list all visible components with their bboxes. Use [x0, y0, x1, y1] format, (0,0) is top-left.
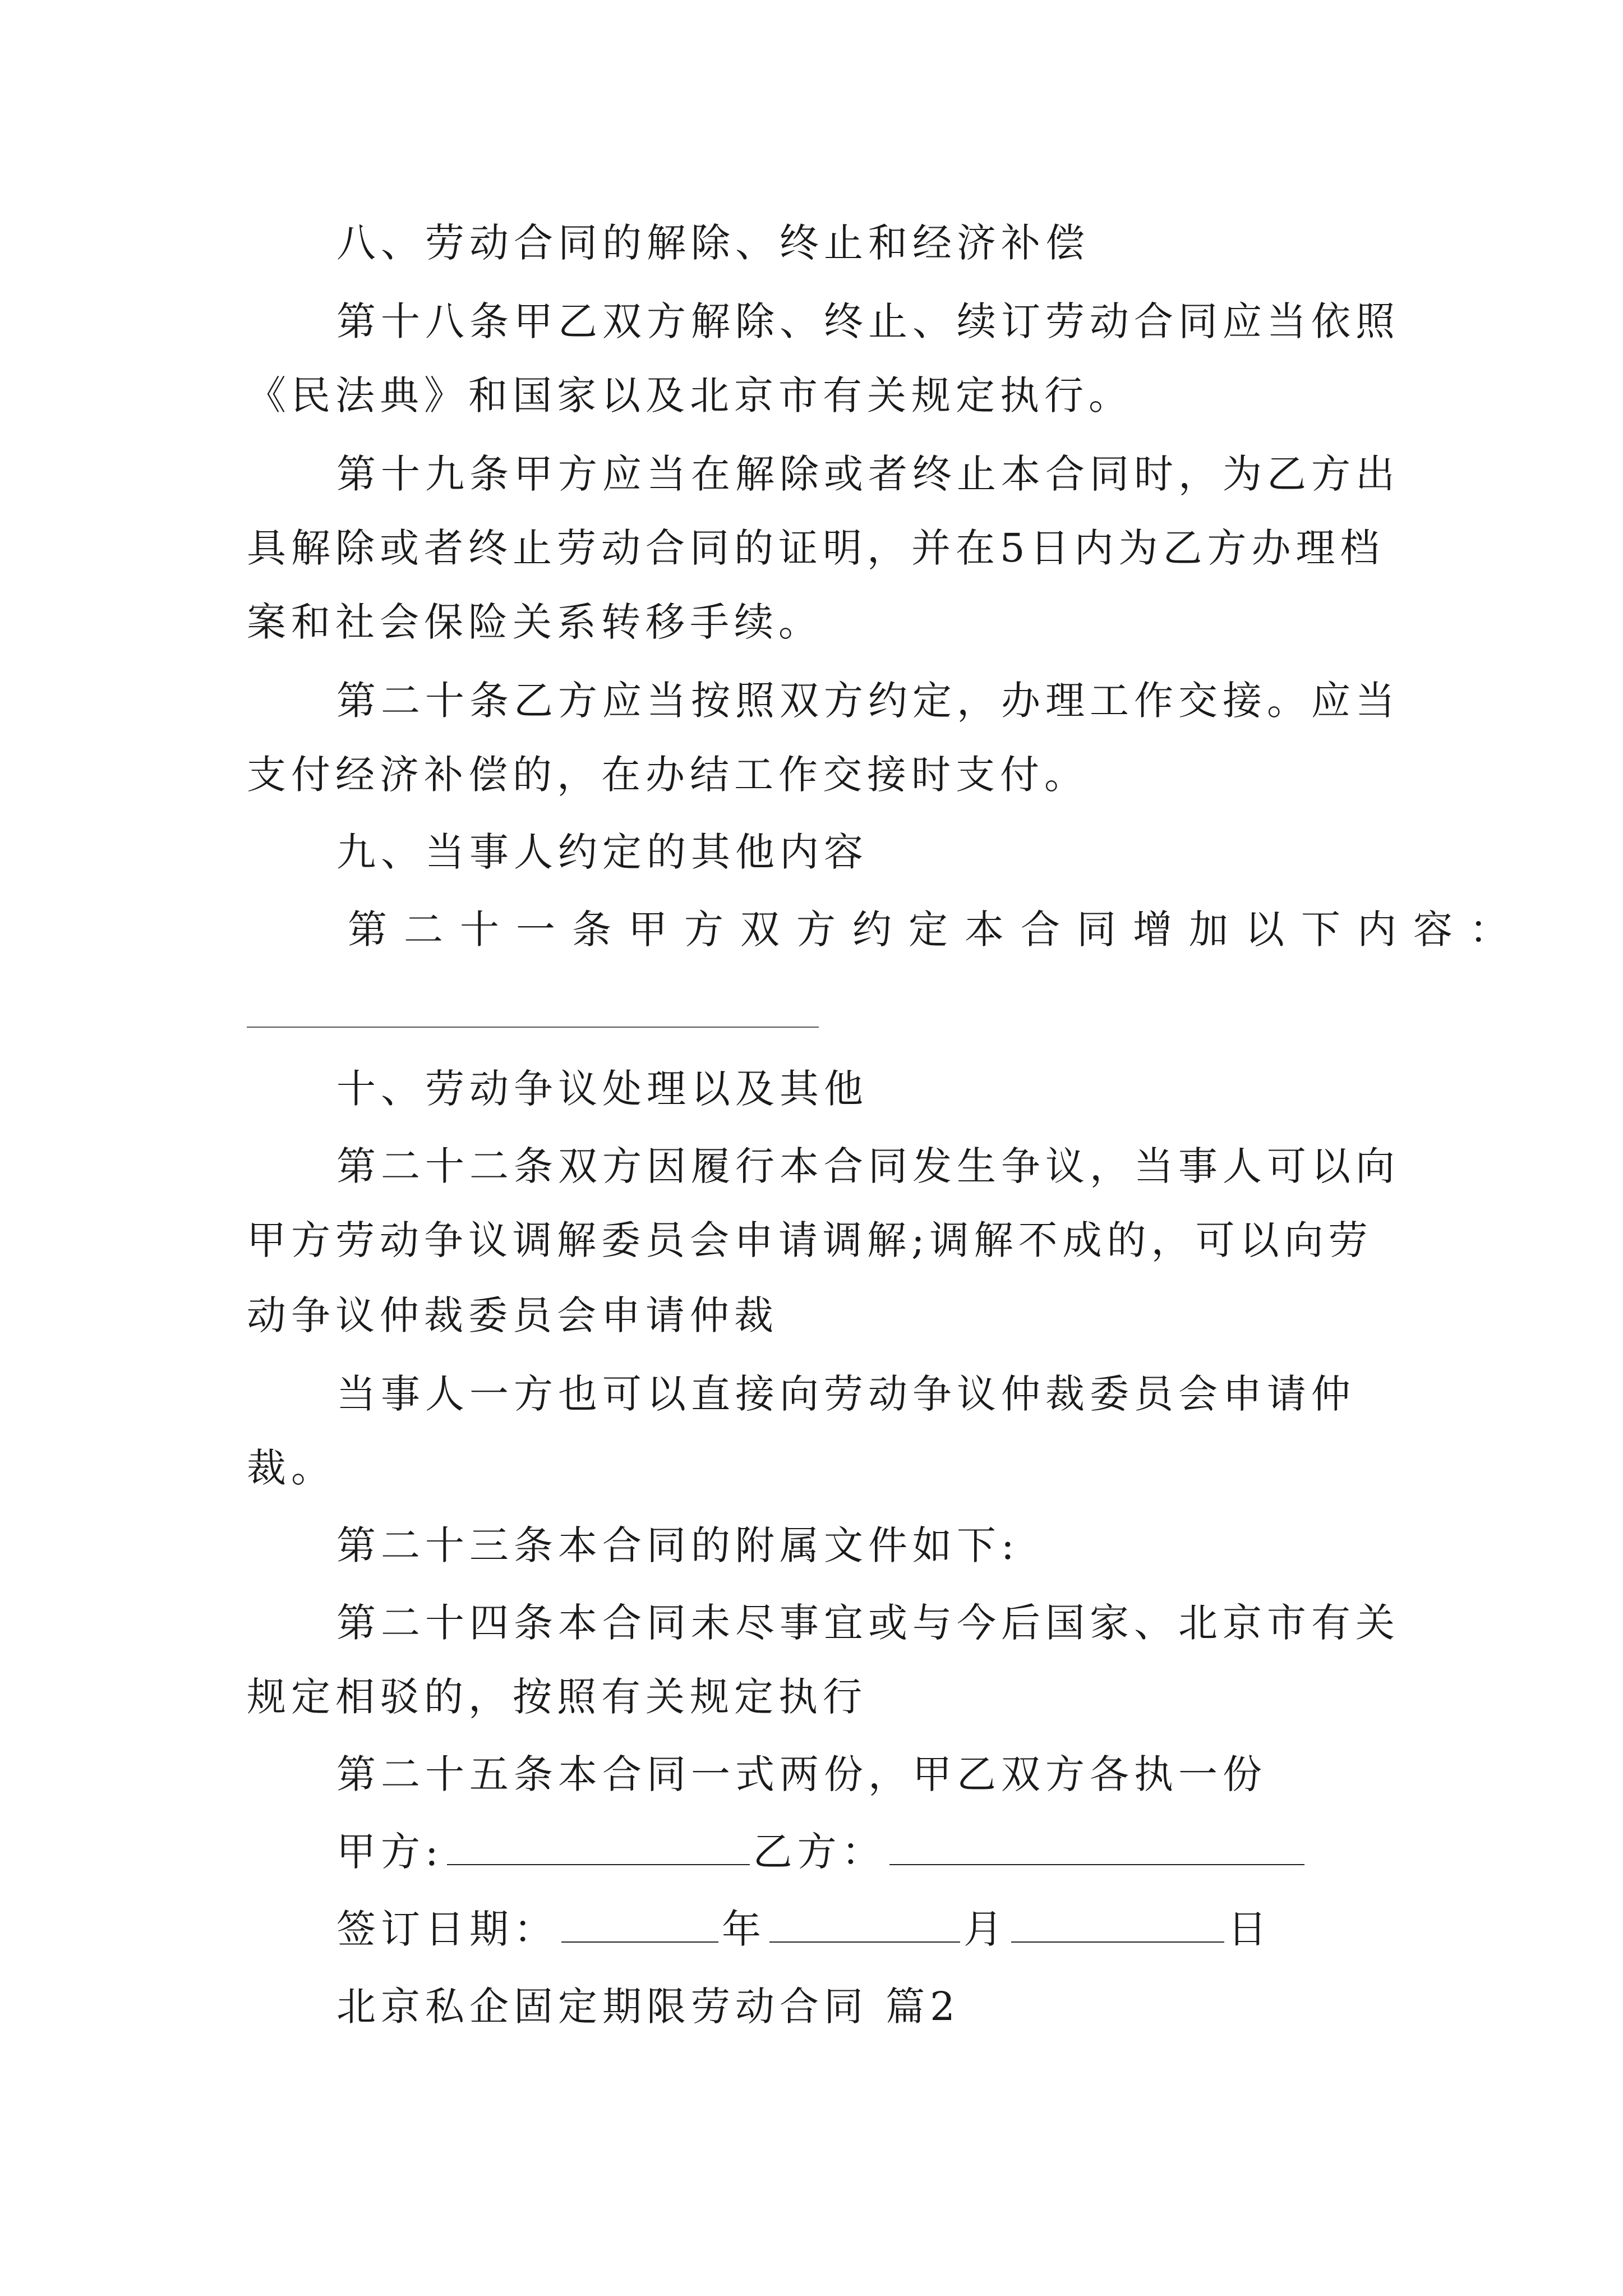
article-22-line-3: 动争议仲裁委员会申请仲裁: [247, 1292, 778, 1338]
signature-parties: [336, 1826, 1308, 1877]
article-24-line-2: 规定相驳的，按照有关规定执行: [247, 1674, 867, 1720]
month-blank: [769, 1908, 960, 1943]
article-25-line: 第二十五条本合同一式两份，甲乙双方各执一份: [336, 1751, 1267, 1797]
party-a-label: 甲方:: [336, 1829, 444, 1875]
year-blank: [561, 1908, 718, 1943]
section-heading-9: 九、当事人约定的其他内容: [336, 829, 868, 875]
article-24-line-1: 第二十四条本合同未尽事宜或与今后国家、北京市有关: [336, 1600, 1400, 1646]
article-22-line-1: 第二十二条双方因履行本合同发生争议，当事人可以向: [336, 1143, 1400, 1189]
year-label: 年: [722, 1906, 766, 1952]
section-heading-10: 十、劳动争议处理以及其他: [336, 1066, 868, 1112]
article-19-line-1: 第十九条甲方应当在解除或者终止本合同时，为乙方出: [336, 451, 1400, 497]
day-blank: [1011, 1908, 1224, 1943]
signing-date: [336, 1904, 1272, 1954]
article-23-line: 第二十三条本合同的附属文件如下:: [336, 1522, 1020, 1568]
article-20-line-2: 支付经济补偿的，在办结工作交接时支付。: [247, 752, 1089, 798]
article-18-line-2: 《民法典》和国家以及北京市有关规定执行。: [247, 372, 1133, 418]
next-contract-title: 北京私企固定期限劳动合同 篇2: [336, 1984, 960, 2030]
party-b-blank: [889, 1830, 1304, 1865]
month-label: 月: [963, 1906, 1008, 1952]
article-20-line-1: 第二十条乙方应当按照双方约定，办理工作交接。应当: [336, 678, 1400, 724]
section-heading-8: 八、劳动合同的解除、终止和经济补偿: [336, 220, 1090, 266]
date-label: 签订日期：: [336, 1906, 558, 1952]
blank-fill-line: [247, 1027, 819, 1028]
party-b-label: 乙方：: [753, 1829, 886, 1875]
article-22-para2-line-2: 裁。: [247, 1445, 335, 1491]
article-18-line-1: 第十八条甲乙双方解除、终止、续订劳动合同应当依照: [336, 298, 1400, 344]
article-19-line-2: 具解除或者终止劳动合同的证明，并在5日内为乙方办理档: [247, 525, 1385, 571]
article-21-line: 第二十一条甲方双方约定本合同增加以下内容：: [348, 907, 1525, 953]
day-label: 日: [1228, 1906, 1272, 1952]
article-19-line-3: 案和社会保险关系转移手续。: [247, 599, 823, 645]
article-22-para2-line-1: 当事人一方也可以直接向劳动争议仲裁委员会申请仲: [336, 1371, 1355, 1417]
article-22-line-2: 甲方劳动争议调解委员会申请调解;调解不成的，可以向劳: [247, 1217, 1373, 1263]
party-a-blank: [447, 1830, 750, 1865]
